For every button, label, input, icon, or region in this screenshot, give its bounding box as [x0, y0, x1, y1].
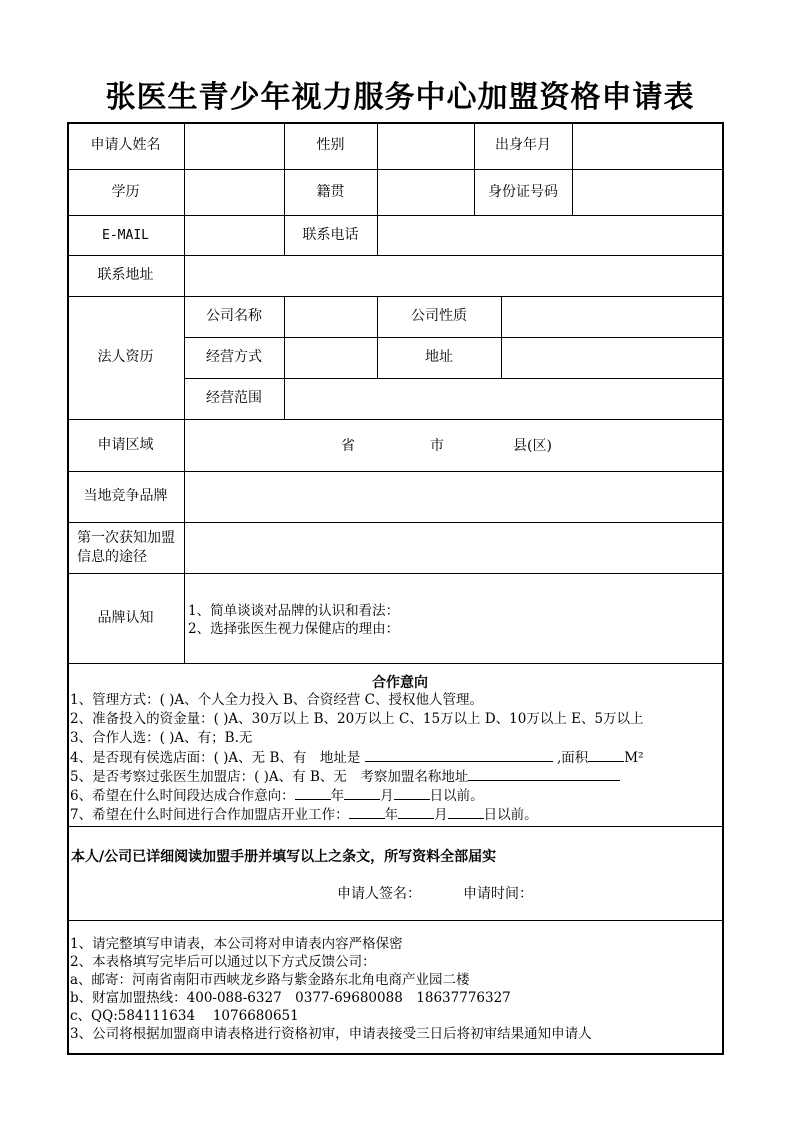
application-date-field[interactable] [537, 882, 707, 904]
competitor-field[interactable] [185, 472, 723, 521]
area-label: ,面积 [556, 750, 589, 766]
row-divider [67, 920, 724, 921]
intent-line-4-text: 4、是否现有侯选店面：( )A、无 B、有 地址是 [70, 750, 361, 766]
application-date-label: 申请时间： [463, 886, 533, 902]
month-blank[interactable] [398, 805, 434, 819]
company-address-field[interactable] [502, 338, 723, 377]
company-name-label: 公司名称 [206, 308, 262, 324]
brand-question-1: 1、简单谈谈对品牌的认识和看法： [188, 603, 400, 619]
intent-line-7-text: 7、希望在什么时间进行合作加盟店开业工作： [70, 807, 349, 823]
company-type-label: 公司性质 [411, 308, 467, 324]
year-label: 年 [384, 807, 399, 823]
row-divider [67, 663, 724, 664]
form-title: 张医生青少年视力服务中心加盟资格申请表 [105, 80, 695, 115]
business-mode-label: 经营方式 [206, 349, 262, 365]
visited-store-blank[interactable] [468, 767, 620, 781]
province-label: 省 [341, 438, 355, 454]
company-type-field[interactable] [502, 297, 723, 336]
birth-field[interactable] [573, 123, 723, 168]
gender-field[interactable] [378, 123, 473, 168]
id-number-field[interactable] [573, 170, 723, 214]
email-label: E-MAIL [102, 227, 149, 243]
competitor-label: 当地竞争品牌 [83, 488, 168, 504]
year-label: 年 [330, 788, 345, 804]
note-qq: c、QQ:584111634 1076680651 [70, 1008, 299, 1024]
intent-line-1: 1、管理方式：( )A、个人全力投入 B、合资经营 C、授权他人管理。 [70, 692, 483, 708]
row-divider [67, 826, 724, 827]
name-field[interactable] [185, 123, 283, 168]
region-label: 申请区域 [97, 436, 154, 453]
declaration-statement: 本人/公司已详细阅读加盟手册并填写以上之条文，所写资料全部届实 [71, 849, 497, 865]
address-label: 联系地址 [97, 267, 154, 283]
day-label: 日以前。 [429, 788, 484, 804]
intent-line-7 [70, 805, 538, 824]
day-blank[interactable] [448, 805, 484, 819]
birth-label: 出身年月 [495, 137, 551, 153]
day-blank[interactable] [394, 786, 430, 800]
note-mail: a、邮寄：河南省南阳市西峡龙乡路与紫金路东北角电商产业园二楼 [70, 972, 470, 988]
email-field[interactable] [185, 216, 283, 254]
month-blank[interactable] [344, 786, 380, 800]
note-1: 1、请完整填写申请表，本公司将对申请表内容严格保密 [70, 936, 403, 952]
phone-field[interactable] [378, 216, 723, 254]
region-field[interactable] [185, 420, 723, 470]
source-field[interactable] [185, 523, 723, 572]
address-field[interactable] [185, 256, 723, 295]
month-label: 月 [434, 807, 448, 823]
business-mode-field[interactable] [285, 338, 376, 377]
business-scope-field[interactable] [285, 379, 723, 418]
legal-section-label: 法人资历 [97, 349, 154, 365]
area-unit: M² [624, 750, 644, 766]
intent-line-6-text: 6、希望在什么时间段达成合作意向： [70, 788, 295, 804]
year-blank[interactable] [349, 805, 385, 819]
day-label: 日以前。 [483, 807, 538, 823]
intent-line-5 [70, 767, 620, 786]
intent-line-6 [70, 786, 484, 805]
id-number-label: 身份证号码 [488, 183, 558, 200]
name-label: 申请人姓名 [90, 137, 161, 153]
year-blank[interactable] [295, 786, 331, 800]
native-place-field[interactable] [378, 170, 473, 214]
note-2: 2、本表格填写完毕后可以通过以下方式反馈公司： [70, 954, 376, 970]
intent-line-2: 2、准备投入的资金量：( )A、30万以上 B、20万以上 C、15万以上 D、10万以上 E、5万以上 [70, 711, 644, 727]
phone-label: 联系电话 [302, 226, 359, 243]
source-label: 第一次获知加盟信息的途径 [77, 529, 175, 565]
city-label: 市 [430, 438, 444, 454]
gender-label: 性别 [316, 137, 345, 153]
intent-line-5-text: 5、是否考察过张医生加盟店：( )A、有 B、无 考察加盟名称地址 [70, 769, 469, 785]
signature-field[interactable] [432, 882, 462, 904]
intent-heading: 合作意向 [372, 675, 428, 691]
native-place-label: 籍贯 [316, 183, 345, 200]
county-label: 县(区) [513, 438, 552, 454]
company-name-field[interactable] [285, 297, 376, 336]
intent-line-4 [70, 748, 644, 767]
month-label: 月 [380, 788, 394, 804]
signature-label: 申请人签名： [337, 886, 421, 902]
note-3: 3、公司将根据加盟商申请表格进行资格初审，申请表接受三日后将初审结果通知申请人 [70, 1026, 592, 1042]
education-label: 学历 [111, 183, 140, 200]
candidate-address-blank[interactable] [365, 748, 553, 762]
note-hotline: b、财富加盟热线：400-088-6327 0377-69680088 18637776327 [70, 990, 511, 1006]
business-scope-label: 经营范围 [206, 390, 262, 406]
intent-line-3: 3、合作人选：( )A、有；B.无 [70, 730, 253, 746]
company-address-label: 地址 [425, 349, 453, 365]
brand-question-2: 2、选择张医生视力保健店的理由： [188, 621, 400, 637]
brand-awareness-label: 品牌认知 [97, 609, 154, 626]
education-field[interactable] [185, 170, 283, 214]
area-blank[interactable] [588, 748, 624, 762]
